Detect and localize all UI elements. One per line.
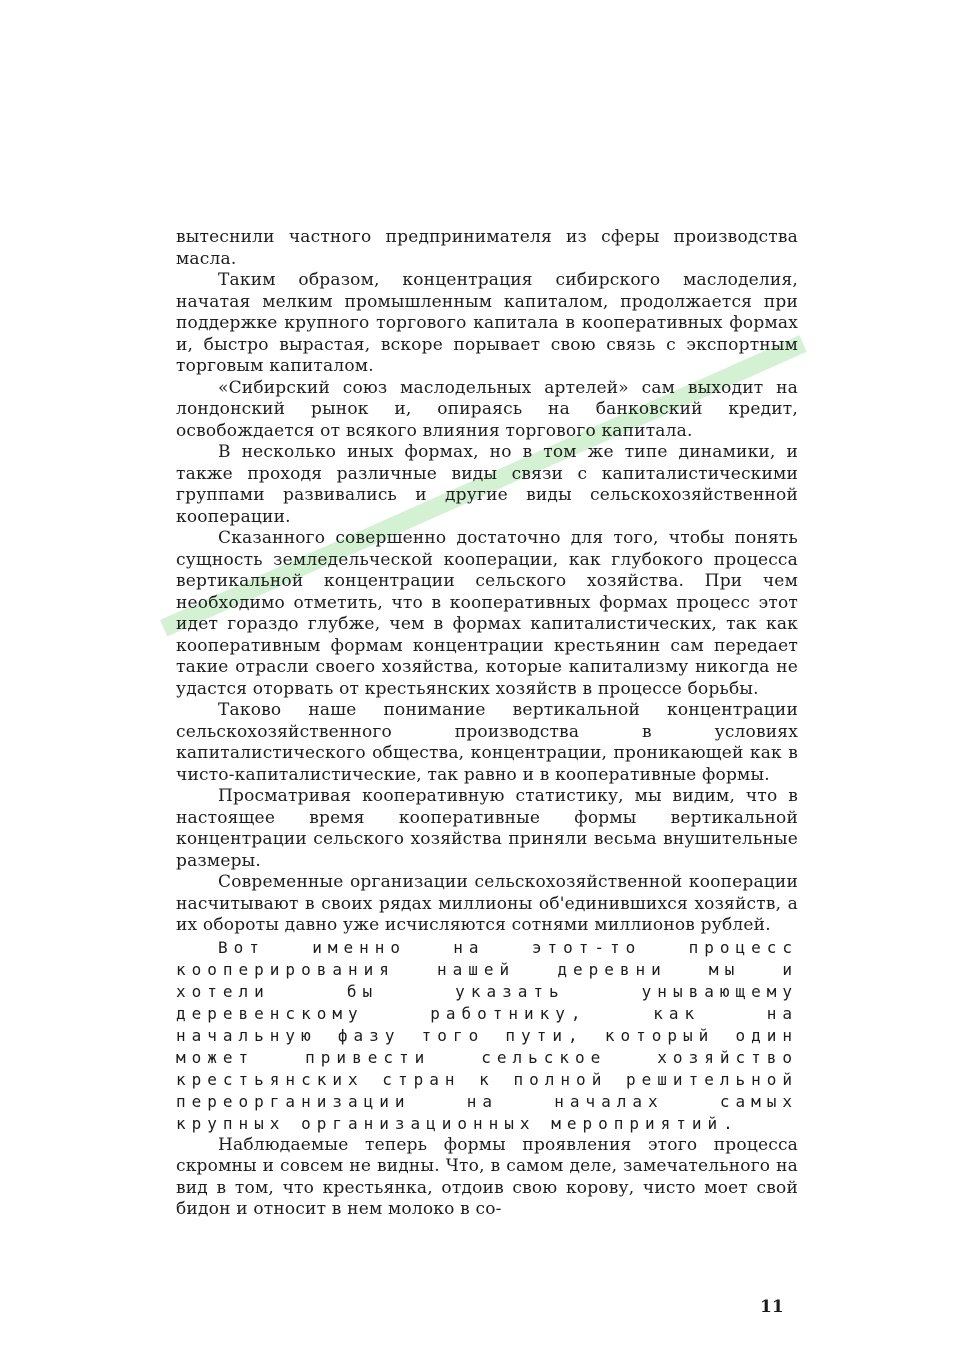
paragraph: вытеснили частного предпринимателя из сферы производства масла. xyxy=(176,227,798,269)
paragraph-emphasized: Вот именно на этот-то процесс кооперирования нашей деревни мы и хотели бы указать унывающему деревенскому работнику, как на начальную фазу того пути, который один может привести сельское хозяйство крестьянских стран к полной решительной переорганизации на началах самых крупных организационных мероприятий. xyxy=(176,937,798,1133)
paragraph: Сказанного совершенно достаточно для того, чтобы понять сущность земледельческой кооперации, как глубокого процесса вертикальной концентрации сельского хозяйства. При чем необходимо отметить, что в кооперативных формах процесс этот идет гораздо глубже, чем в формах капиталистических, так как кооперативным формам концентрации крестьянин сам передает такие отрасли своего хозяйства, которые капитализму никогда не удастся оторвать от крестьянских хозяйств в процессе борьбы. xyxy=(176,528,798,699)
paragraph: Просматривая кооперативную статистику, мы видим, что в настоящее время кооперативные формы вертикальной концентрации сельского хозяйства приняли весьма внушительные размеры. xyxy=(176,786,798,871)
body-text xyxy=(176,227,798,1221)
paragraph: «Сибирский союз маслодельных артелей» сам выходит на лондонский рынок и, опираясь на банковский кредит, освобождается от всякого влияния торгового капитала. xyxy=(176,377,798,441)
paragraph: В несколько иных формах, но в том же типе динамики, и также проходя различные виды связи с капиталистическими группами развивались и другие виды сельскохозяйственной кооперации. xyxy=(176,442,798,527)
page-number: 11 xyxy=(760,1297,784,1317)
paragraph: Наблюдаемые теперь формы проявления этого процесса скромны и совсем не видны. Что, в самом деле, замечательного на вид в том, что крестьянка, отдоив свою корову, чисто моет свой бидон и относит в нем молоко в со- xyxy=(176,1134,798,1219)
paragraph: Таково наше понимание вертикальной концентрации сельскохозяйственного производства в условиях капиталистического общества, концентрации, проникающей как в чисто-капиталистические, так равно и в кооперативные формы. xyxy=(176,700,798,785)
paragraph: Таким образом, концентрация сибирского маслоделия, начатая мелким промышленным капиталом, продолжается при поддержке крупного торгового капитала в кооперативных формах и, быстро вырастая, вскоре порывает свою связь с экспортным торговым капиталом. xyxy=(176,270,798,376)
paragraph: Современные организации сельскохозяйственной кооперации насчитывают в своих рядах миллионы об'единившихся хозяйств, а их обороты давно уже исчисляются сотнями миллионов рублей. xyxy=(176,872,798,935)
